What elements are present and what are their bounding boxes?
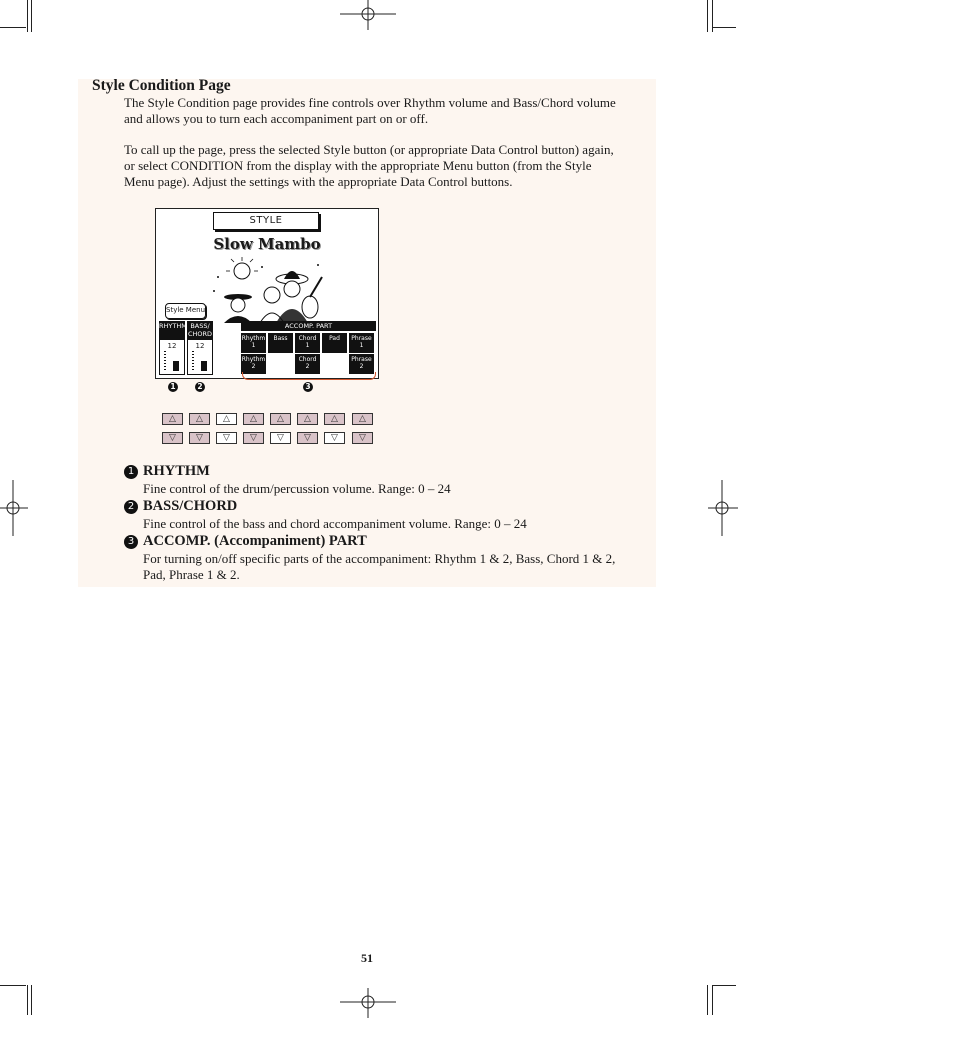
item-number: 2	[124, 500, 138, 514]
part-number: 1	[305, 342, 310, 349]
instructions-line: or select CONDITION from the display with the appropriate Menu button (from the Style	[124, 158, 592, 173]
data-control-down-7[interactable]: ▽	[324, 432, 345, 444]
crop-mark	[712, 985, 713, 1015]
part-label: Pad	[329, 335, 340, 342]
crop-mark	[712, 27, 736, 28]
rhythm-value: 12	[167, 342, 177, 350]
part-phrase-1[interactable]	[349, 333, 374, 353]
part-bass[interactable]	[268, 333, 293, 353]
bass-chord-value: 12	[195, 342, 205, 350]
data-control-up-2[interactable]: △	[189, 413, 210, 425]
callout-2: 2	[195, 382, 205, 392]
data-control-up-1[interactable]: △	[162, 413, 183, 425]
crop-mark	[27, 0, 28, 32]
style-menu-button[interactable]: Style Menu	[165, 303, 206, 319]
bass-chord-label-line2: CHORD	[187, 330, 213, 338]
crop-mark	[712, 985, 736, 986]
part-number: 2	[251, 363, 256, 370]
part-chord-1[interactable]	[295, 333, 320, 353]
bass-chord-header	[187, 321, 213, 340]
item-desc-line: Fine control of the drum/percussion volume. Range: 0 – 24	[143, 481, 451, 496]
part-number: 2	[305, 363, 310, 370]
lcd-display	[155, 208, 379, 379]
item-title-bass-chord	[124, 498, 237, 515]
instructions-line: Menu page). Adjust the settings with the appropriate Data Control buttons.	[124, 174, 513, 189]
part-phrase-2[interactable]	[349, 354, 374, 374]
rhythm-scale	[164, 351, 166, 371]
part-chord-2[interactable]	[295, 354, 320, 374]
bass-chord-scale	[192, 351, 194, 371]
item-title-rhythm	[124, 463, 210, 480]
item-title-text: BASS/CHORD	[143, 498, 238, 514]
part-number: 1	[251, 342, 256, 349]
item-desc-rhythm	[143, 481, 451, 497]
data-control-up-5[interactable]: △	[270, 413, 291, 425]
part-label: Phrase	[351, 335, 372, 342]
crop-mark	[707, 0, 708, 32]
data-control-up-6[interactable]: △	[297, 413, 318, 425]
crop-mark	[27, 985, 28, 1015]
part-number: 1	[359, 342, 364, 349]
data-control-down-6[interactable]: ▽	[297, 432, 318, 444]
style-name: Slow Mambo	[213, 235, 321, 253]
item-desc-line: Fine control of the bass and chord accompaniment volume. Range: 0 – 24	[143, 516, 527, 531]
part-label: Phrase	[351, 356, 372, 363]
accomp-part-header: ACCOMP. PART	[241, 321, 376, 331]
item-number: 1	[124, 465, 138, 479]
registration-mark	[708, 480, 738, 536]
data-control-down-5[interactable]: ▽	[270, 432, 291, 444]
style-tab: STYLE	[213, 212, 319, 230]
data-control-up-4[interactable]: △	[243, 413, 264, 425]
page-number: 51	[361, 951, 373, 965]
data-control-down-8[interactable]: ▽	[352, 432, 373, 444]
mariachi-illustration	[210, 257, 328, 323]
data-control-down-2[interactable]: ▽	[189, 432, 210, 444]
item-desc-line: For turning on/off specific parts of the accompaniment: Rhythm 1 & 2, Bass, Chord 1 & 2,	[143, 551, 616, 566]
registration-mark	[0, 480, 28, 536]
item-desc-line: Pad, Phrase 1 & 2.	[143, 567, 240, 582]
item-desc-accomp-part	[143, 551, 615, 583]
item-title-accomp-part	[124, 533, 367, 550]
data-control-up-3[interactable]: △	[216, 413, 237, 425]
bass-chord-label-line1: BASS/	[190, 322, 210, 330]
data-control-up-8[interactable]: △	[352, 413, 373, 425]
bass-chord-volume[interactable]	[187, 340, 213, 375]
data-control-down-1[interactable]: ▽	[162, 432, 183, 444]
part-label: Rhythm	[241, 335, 266, 342]
data-control-up-7[interactable]: △	[324, 413, 345, 425]
crop-mark	[0, 985, 26, 986]
instructions-line: To call up the page, press the selected Style button (or appropriate Data Control button) again,	[124, 142, 614, 157]
part-label: Chord	[298, 335, 317, 342]
part-label: Bass	[273, 335, 288, 342]
data-control-down-4[interactable]: ▽	[243, 432, 264, 444]
bass-chord-level-bar	[201, 361, 207, 371]
part-rhythm-1[interactable]	[241, 333, 266, 353]
section-title: Style Condition Page	[92, 77, 231, 94]
crop-mark	[31, 985, 32, 1015]
part-rhythm-2[interactable]	[241, 354, 266, 374]
part-label: Rhythm	[241, 356, 266, 363]
registration-mark	[340, 988, 396, 1018]
item-number: 3	[124, 535, 138, 549]
intro-paragraph	[124, 95, 649, 127]
item-desc-bass-chord	[143, 516, 527, 532]
callout-1: 1	[168, 382, 178, 392]
registration-mark	[340, 0, 396, 30]
callout-3: 3	[303, 382, 313, 392]
item-title-text: RHYTHM	[143, 463, 210, 479]
crop-mark	[707, 985, 708, 1015]
accomp-part-bracket	[242, 372, 376, 380]
rhythm-volume[interactable]	[159, 340, 185, 375]
instructions-paragraph	[124, 142, 649, 190]
item-title-text: ACCOMP. (Accompaniment) PART	[143, 533, 367, 549]
part-number: 2	[359, 363, 364, 370]
data-control-down-3[interactable]: ▽	[216, 432, 237, 444]
intro-line: The Style Condition page provides fine controls over Rhythm volume and Bass/Chord volume	[124, 95, 616, 110]
crop-mark	[31, 0, 32, 32]
rhythm-header: RHYTHM	[159, 321, 185, 340]
rhythm-level-bar	[173, 361, 179, 371]
part-label: Chord	[298, 356, 317, 363]
part-pad[interactable]	[322, 333, 347, 353]
intro-line: and allows you to turn each accompaniment part on or off.	[124, 111, 429, 126]
crop-mark	[0, 27, 26, 28]
